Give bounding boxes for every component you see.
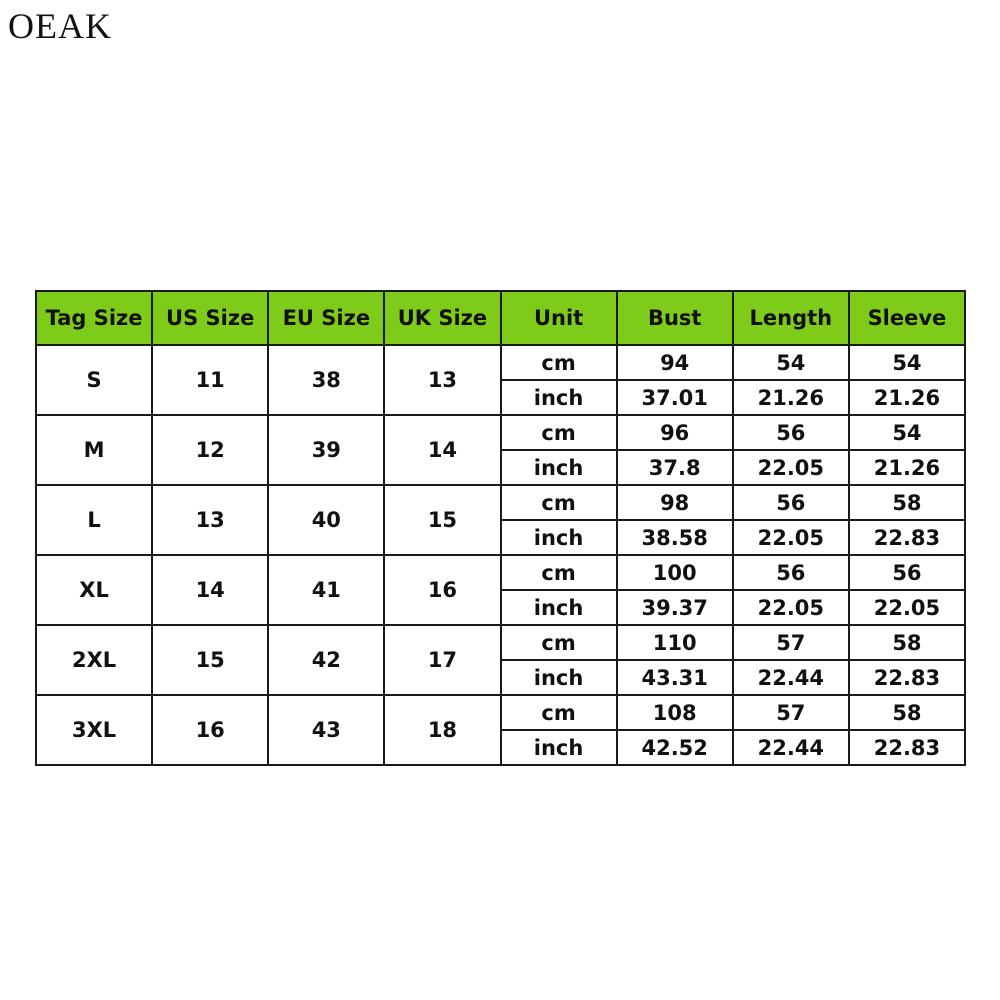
sleeve-cell: 22.83 — [849, 520, 965, 555]
unit-cell: inch — [501, 590, 617, 625]
bust-cell: 39.37 — [617, 590, 733, 625]
unit-cell: inch — [501, 380, 617, 415]
tag-size-cell: L — [36, 485, 152, 555]
us-size-cell: 12 — [152, 415, 268, 485]
table-row — [36, 415, 965, 450]
length-cell: 22.05 — [733, 590, 849, 625]
sleeve-cell: 54 — [849, 345, 965, 380]
tag-size-cell: XL — [36, 555, 152, 625]
bust-cell: 37.8 — [617, 450, 733, 485]
us-size-cell: 14 — [152, 555, 268, 625]
unit-cell: cm — [501, 695, 617, 730]
header-unit: Unit — [501, 291, 617, 345]
header-uk-size: UK Size — [384, 291, 500, 345]
header-bust: Bust — [617, 291, 733, 345]
table-row — [36, 695, 965, 730]
bust-cell: 98 — [617, 485, 733, 520]
bust-cell: 108 — [617, 695, 733, 730]
length-cell: 22.05 — [733, 450, 849, 485]
length-cell: 54 — [733, 345, 849, 380]
length-cell: 56 — [733, 555, 849, 590]
bust-cell: 43.31 — [617, 660, 733, 695]
sleeve-cell: 21.26 — [849, 380, 965, 415]
bust-cell: 38.58 — [617, 520, 733, 555]
unit-cell: cm — [501, 485, 617, 520]
bust-cell: 100 — [617, 555, 733, 590]
uk-size-cell: 17 — [384, 625, 500, 695]
table-row — [36, 555, 965, 590]
unit-cell: cm — [501, 345, 617, 380]
eu-size-cell: 39 — [268, 415, 384, 485]
unit-cell: inch — [501, 660, 617, 695]
tag-size-cell: 2XL — [36, 625, 152, 695]
uk-size-cell: 13 — [384, 345, 500, 415]
sleeve-cell: 21.26 — [849, 450, 965, 485]
uk-size-cell: 15 — [384, 485, 500, 555]
eu-size-cell: 41 — [268, 555, 384, 625]
header-tag-size: Tag Size — [36, 291, 152, 345]
bust-cell: 110 — [617, 625, 733, 660]
length-cell: 56 — [733, 485, 849, 520]
sleeve-cell: 54 — [849, 415, 965, 450]
eu-size-cell: 40 — [268, 485, 384, 555]
tag-size-cell: S — [36, 345, 152, 415]
sleeve-cell: 58 — [849, 695, 965, 730]
bust-cell: 94 — [617, 345, 733, 380]
uk-size-cell: 16 — [384, 555, 500, 625]
uk-size-cell: 14 — [384, 415, 500, 485]
length-cell: 22.44 — [733, 660, 849, 695]
length-cell: 22.44 — [733, 730, 849, 765]
size-chart-table — [35, 290, 966, 766]
table-row — [36, 485, 965, 520]
bust-cell: 96 — [617, 415, 733, 450]
length-cell: 22.05 — [733, 520, 849, 555]
unit-cell: inch — [501, 730, 617, 765]
uk-size-cell: 18 — [384, 695, 500, 765]
header-sleeve: Sleeve — [849, 291, 965, 345]
length-cell: 57 — [733, 695, 849, 730]
header-us-size: US Size — [152, 291, 268, 345]
sleeve-cell: 22.05 — [849, 590, 965, 625]
us-size-cell: 16 — [152, 695, 268, 765]
eu-size-cell: 43 — [268, 695, 384, 765]
unit-cell: inch — [501, 520, 617, 555]
sleeve-cell: 56 — [849, 555, 965, 590]
table-row — [36, 345, 965, 380]
sleeve-cell: 58 — [849, 625, 965, 660]
bust-cell: 37.01 — [617, 380, 733, 415]
sleeve-cell: 22.83 — [849, 660, 965, 695]
sleeve-cell: 22.83 — [849, 730, 965, 765]
eu-size-cell: 42 — [268, 625, 384, 695]
us-size-cell: 13 — [152, 485, 268, 555]
header-eu-size: EU Size — [268, 291, 384, 345]
tag-size-cell: M — [36, 415, 152, 485]
length-cell: 56 — [733, 415, 849, 450]
unit-cell: cm — [501, 555, 617, 590]
us-size-cell: 11 — [152, 345, 268, 415]
table-row — [36, 625, 965, 660]
unit-cell: cm — [501, 415, 617, 450]
length-cell: 21.26 — [733, 380, 849, 415]
us-size-cell: 15 — [152, 625, 268, 695]
eu-size-cell: 38 — [268, 345, 384, 415]
brand-logo: OEAK — [8, 6, 112, 46]
length-cell: 57 — [733, 625, 849, 660]
header-length: Length — [733, 291, 849, 345]
bust-cell: 42.52 — [617, 730, 733, 765]
sleeve-cell: 58 — [849, 485, 965, 520]
tag-size-cell: 3XL — [36, 695, 152, 765]
unit-cell: cm — [501, 625, 617, 660]
header-row — [36, 291, 965, 345]
unit-cell: inch — [501, 450, 617, 485]
